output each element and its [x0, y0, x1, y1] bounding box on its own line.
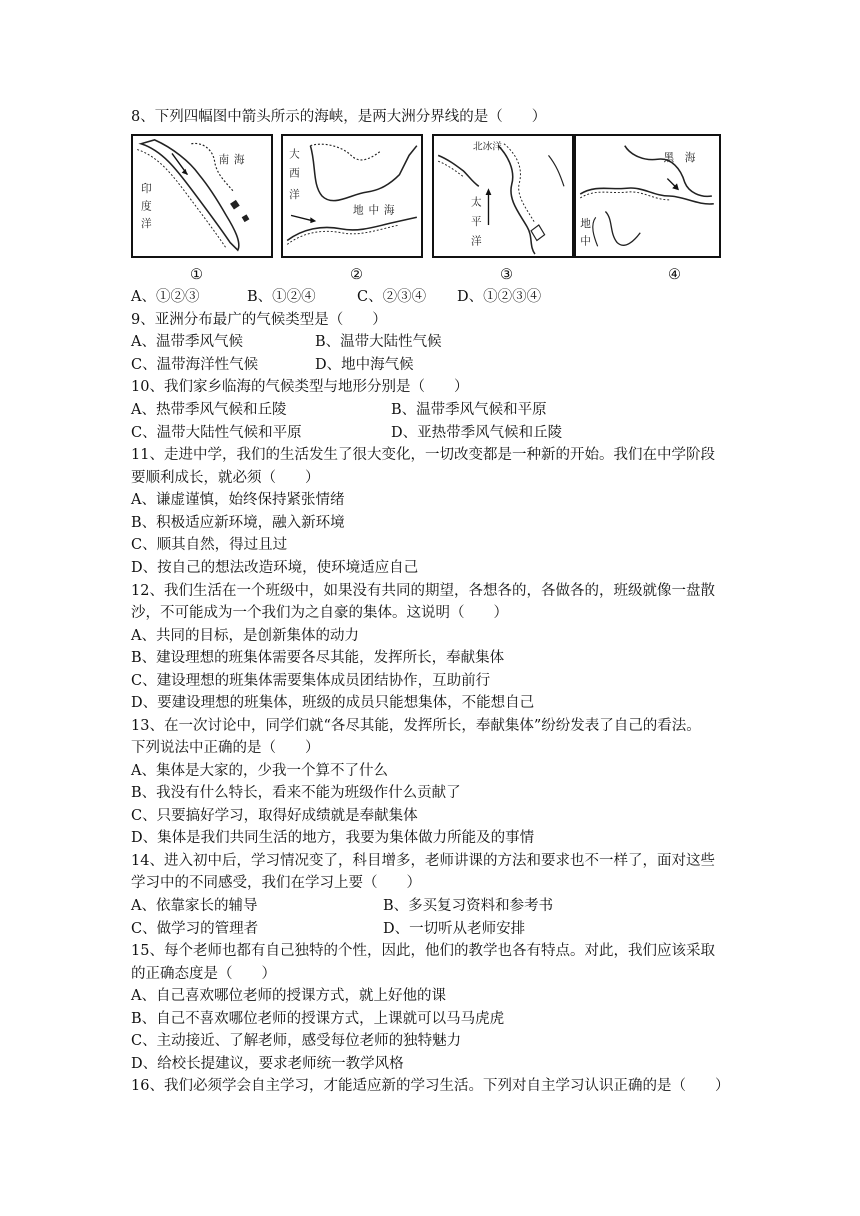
q8-option-c[interactable]: C、②③④	[357, 289, 427, 305]
q14-option-a[interactable]: A、依靠家长的辅导	[131, 898, 258, 914]
q14-option-c[interactable]: C、做学习的管理者	[131, 921, 259, 937]
q10-option-d[interactable]: D、亚热带季风气候和丘陵	[391, 425, 563, 441]
q9-option-d[interactable]: D、地中海气候	[315, 357, 414, 373]
map-2-text-3: 地	[352, 203, 364, 217]
map-1-text-0: 南	[218, 153, 230, 167]
q13-option-d[interactable]: D、集体是我们共同生活的地方，我要为集体做力所能及的事情	[131, 830, 535, 846]
q12-option-a[interactable]: A、共同的目标，是创新集体的动力	[131, 628, 359, 644]
q12-option-d[interactable]: D、要建设理想的班集体，班级的成员只能想集体，不能想自己	[131, 695, 535, 711]
q13-option-a[interactable]: A、集体是大家的，少我一个算不了什么	[131, 763, 388, 779]
q8-option-d[interactable]: D、①②③④	[457, 289, 542, 305]
q11-option-a[interactable]: A、谦虚谨慎，始终保持紧张情绪	[131, 492, 345, 508]
map-3-label: ③	[500, 267, 513, 283]
q9-option-c[interactable]: C、温带海洋性气候	[131, 357, 259, 373]
q11-stem-line-2: 要顺利成长，就必须（ ）	[131, 470, 320, 486]
map-3-text-2: 平	[471, 215, 482, 229]
q15-stem-line-1: 15、每个老师也都有自己独特的个性，因此，他们的教学也各有特点。对此，我们应该采取	[131, 943, 715, 959]
q15-option-c[interactable]: C、主动接近、了解老师，感受每位老师的独特魅力	[131, 1033, 462, 1049]
map-1-text-1: 海	[233, 153, 245, 167]
map-2-text-1: 西	[289, 166, 300, 180]
map-2-text-0: 大	[289, 147, 300, 161]
q13-stem-line-1: 13、在一次讨论中，同学们就“各尽其能，发挥所长，奉献集体”纷纷发表了自己的看法。	[131, 718, 701, 734]
q10-stem: 10、我们家乡临海的气候类型与地形分别是（ ）	[131, 379, 469, 395]
map-3-text-3: 洋	[471, 234, 482, 248]
q15-stem-line-2: 的正确态度是（ ）	[131, 966, 276, 982]
map-4-text-3: 中	[580, 234, 591, 248]
map-4-label: ④	[668, 267, 681, 283]
q8-stem: 8、下列四幅图中箭头所示的海峡，是两大洲分界线的是（ ）	[131, 109, 547, 125]
q12-option-b[interactable]: B、建设理想的班集体需要各尽其能，发挥所长，奉献集体	[131, 650, 505, 666]
q13-option-c[interactable]: C、只要搞好学习，取得好成绩就是奉献集体	[131, 808, 418, 824]
q14-stem-line-2: 学习中的不同感受，我们在学习上要（ ）	[131, 875, 421, 891]
q8-option-a[interactable]: A、①②③	[131, 289, 200, 305]
strait-map-4	[576, 136, 719, 256]
map-2-text-5: 海	[383, 203, 395, 217]
q13-option-b[interactable]: B、我没有什么特长，看来不能为班级作什么贡献了	[131, 785, 461, 801]
map-3-text-1: 太	[471, 195, 482, 209]
q8-option-b[interactable]: B、①②④	[247, 289, 316, 305]
map-1-text-4: 洋	[141, 216, 152, 230]
q10-option-b[interactable]: B、温带季风气候和平原	[391, 402, 547, 418]
map-1-text-3: 度	[141, 199, 152, 213]
q9-option-a[interactable]: A、温带季风气候	[131, 334, 243, 350]
q11-option-d[interactable]: D、按自己的想法改造环境，使环境适应自己	[131, 560, 419, 576]
map-4-text-2: 地	[580, 216, 591, 230]
map-3-text-0: 北冰洋	[473, 141, 502, 153]
q8-maps	[131, 134, 741, 260]
strait-map-1	[133, 136, 271, 256]
q12-stem-line-1: 12、我们生活在一个班级中，如果没有共同的期望，各想各的，各做各的，班级就像一盘散	[131, 583, 715, 599]
q14-option-d[interactable]: D、一切听从老师安排	[383, 921, 526, 937]
q9-option-b[interactable]: B、温带大陆性气候	[315, 334, 442, 350]
map-3	[432, 134, 574, 258]
map-1-text-2: 印	[141, 182, 152, 196]
q10-option-a[interactable]: A、热带季风气候和丘陵	[131, 402, 287, 418]
map-1-label: ①	[190, 267, 203, 283]
q14-option-b[interactable]: B、多买复习资料和参考书	[383, 898, 554, 914]
map-2-text-4: 中	[368, 203, 380, 217]
q9-stem: 9、亚洲分布最广的气候类型是（ ）	[131, 312, 387, 328]
map-1	[131, 134, 273, 258]
q15-option-d[interactable]: D、给校长提建议，要求老师统一教学风格	[131, 1056, 404, 1072]
map-2-text-2: 洋	[289, 187, 300, 201]
q12-stem-line-2: 沙，不可能成为一个我们为之自豪的集体。这说明（ ）	[131, 605, 508, 621]
map-4-text-0: 黑	[663, 151, 675, 165]
strait-map-3	[434, 136, 572, 256]
q16-stem: 16、我们必须学会自主学习，才能适应新的学习生活。下列对自主学习认识正确的是（ ）	[131, 1078, 730, 1094]
map-2-label: ②	[350, 267, 363, 283]
q11-option-c[interactable]: C、顺其自然，得过且过	[131, 537, 288, 553]
q14-stem-line-1: 14、进入初中后，学习情况变了，科目增多，老师讲课的方法和要求也不一样了，面对这些	[131, 853, 715, 869]
q12-option-c[interactable]: C、建设理想的班集体需要集体成员团结协作，互助前行	[131, 673, 491, 689]
q15-option-b[interactable]: B、自己不喜欢哪位老师的授课方式，上课就可以马马虎虎	[131, 1011, 505, 1027]
q11-option-b[interactable]: B、积极适应新环境，融入新环境	[131, 515, 345, 531]
q10-option-c[interactable]: C、温带大陆性气候和平原	[131, 425, 302, 441]
map-2	[281, 134, 423, 258]
q15-option-a[interactable]: A、自己喜欢哪位老师的授课方式，就上好他的课	[131, 988, 446, 1004]
strait-map-2	[283, 136, 421, 256]
map-4	[574, 134, 721, 258]
map-4-text-1: 海	[684, 151, 696, 165]
q11-stem-line-1: 11、走进中学，我们的生活发生了很大变化，一切改变都是一种新的开始。我们在中学阶段	[131, 447, 715, 463]
q13-stem-line-2: 下列说法中正确的是（ ）	[131, 740, 320, 756]
